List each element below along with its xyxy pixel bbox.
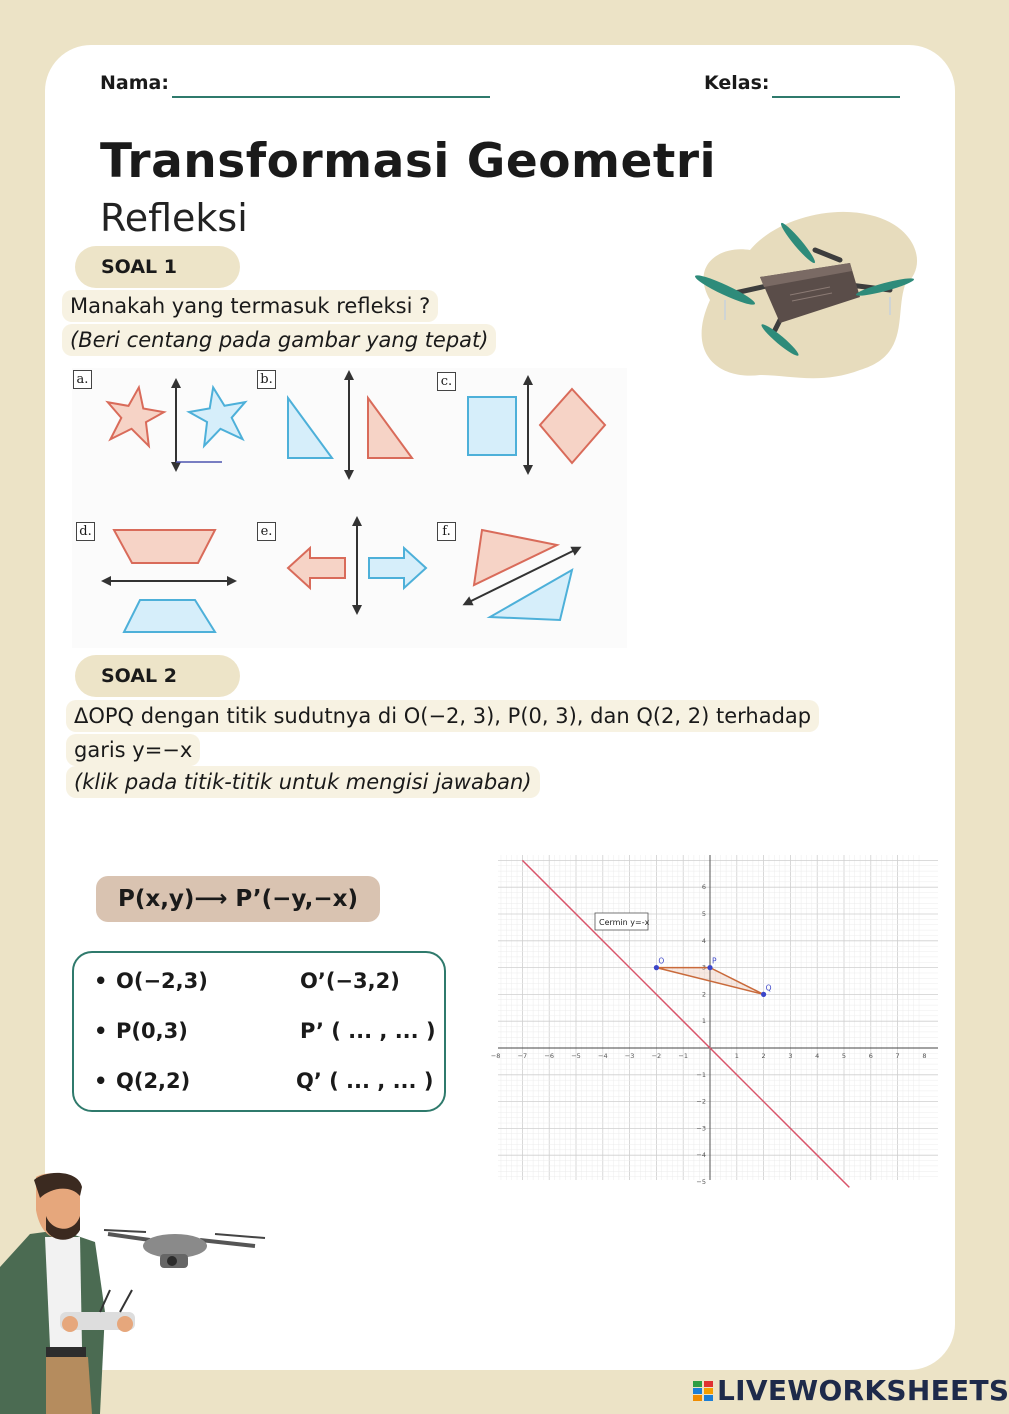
option-a-checkbox[interactable]: a. bbox=[73, 370, 92, 389]
answer-p-input[interactable]: P’ ( ... , ... ) bbox=[300, 1019, 436, 1043]
graph-grid bbox=[498, 855, 938, 1180]
option-b-figure bbox=[280, 370, 420, 480]
y-tick-label: 6 bbox=[701, 883, 706, 892]
x-tick-label: −8 bbox=[490, 1052, 501, 1060]
vertex-point bbox=[707, 965, 712, 970]
x-tick-label: 3 bbox=[788, 1052, 793, 1060]
y-tick-label: −5 bbox=[696, 1178, 706, 1186]
x-tick-label: 5 bbox=[841, 1052, 847, 1060]
vertex-point bbox=[761, 992, 766, 997]
page-title: Transformasi Geometri bbox=[100, 134, 717, 189]
x-tick-label: −3 bbox=[624, 1052, 635, 1060]
row-q: • Q(2,2) bbox=[94, 1069, 191, 1093]
option-c-checkbox[interactable]: c. bbox=[437, 372, 456, 391]
x-tick-label: 4 bbox=[815, 1052, 820, 1060]
y-tick-label: −4 bbox=[696, 1151, 706, 1160]
option-f-checkbox[interactable]: f. bbox=[437, 522, 456, 541]
y-tick-label: −3 bbox=[696, 1124, 706, 1133]
x-tick-label: −1 bbox=[678, 1052, 688, 1060]
soal2-question-line1: ΔOPQ dengan titik sudutnya di O(−2, 3), P(0, 3), dan Q(2, 2) terhadap bbox=[66, 700, 819, 732]
name-field[interactable] bbox=[172, 96, 490, 98]
y-tick-label: −1 bbox=[696, 1070, 706, 1079]
answer-o: O’(−3,2) bbox=[300, 969, 400, 993]
point-p: P(0,3) bbox=[116, 1019, 188, 1043]
option-e-checkbox[interactable]: e. bbox=[257, 522, 276, 541]
vertex-label: P bbox=[712, 956, 717, 966]
y-tick-label: −2 bbox=[696, 1097, 706, 1106]
soal2-question-line2: garis y=−x bbox=[66, 734, 200, 766]
x-tick-label: 6 bbox=[868, 1052, 873, 1060]
brand-name: LIVEWORKSHEETS bbox=[717, 1374, 1009, 1407]
option-d-checkbox[interactable]: d. bbox=[76, 522, 95, 541]
option-d-figure bbox=[100, 525, 240, 640]
x-tick-label: 7 bbox=[895, 1052, 900, 1060]
graph-axes bbox=[498, 855, 938, 1180]
x-tick-label: 1 bbox=[734, 1052, 739, 1060]
vertex-point bbox=[654, 965, 659, 970]
liveworksheets-logo bbox=[693, 1374, 1009, 1407]
x-tick-label: −4 bbox=[598, 1052, 608, 1060]
answer-q-input[interactable]: Q’ ( ... , ... ) bbox=[296, 1069, 434, 1093]
drone-pilot-illustration bbox=[0, 1172, 275, 1414]
row-p: • P(0,3) bbox=[94, 1019, 188, 1043]
option-e-figure bbox=[285, 518, 430, 613]
y-tick-label: 1 bbox=[701, 1017, 706, 1026]
soal2-instruction: (klik pada titik-titik untuk mengisi jawaban) bbox=[66, 766, 540, 798]
row-o: • O(−2,3) bbox=[94, 969, 208, 993]
y-tick-label: 5 bbox=[701, 910, 706, 918]
mirror-line bbox=[522, 860, 849, 1187]
point-q: Q(2,2) bbox=[116, 1069, 191, 1093]
x-tick-label: −7 bbox=[517, 1052, 528, 1060]
y-tick-label: 2 bbox=[701, 990, 706, 999]
soal2-tag: SOAL 2 bbox=[75, 655, 240, 697]
reflection-rule: P(x,y)⟶ P’(−y,−x) bbox=[96, 876, 380, 922]
soal1-question: Manakah yang termasuk refleksi ? bbox=[62, 290, 438, 322]
x-tick-label: 2 bbox=[761, 1052, 766, 1060]
triangle-opq bbox=[654, 957, 772, 997]
class-label: Kelas: bbox=[704, 72, 770, 94]
x-tick-label: 8 bbox=[922, 1052, 927, 1060]
option-c-figure bbox=[462, 375, 612, 475]
point-o: O(−2,3) bbox=[116, 969, 208, 993]
vertex-label: Q bbox=[765, 983, 772, 993]
soal1-instruction: (Beri centang pada gambar yang tepat) bbox=[62, 324, 496, 356]
class-field[interactable] bbox=[772, 96, 900, 98]
y-tick-label: 4 bbox=[701, 936, 706, 945]
page-subtitle: Refleksi bbox=[100, 196, 248, 240]
x-tick-label: −6 bbox=[544, 1052, 554, 1060]
option-a-figure bbox=[100, 375, 255, 475]
mirror-label: Cermin y=-x bbox=[599, 918, 650, 927]
option-b-checkbox[interactable]: b. bbox=[257, 370, 276, 389]
answer-box bbox=[72, 951, 446, 1112]
liveworksheets-icon bbox=[693, 1379, 713, 1403]
x-tick-label: −2 bbox=[651, 1052, 662, 1060]
graph-tick-labels bbox=[491, 883, 927, 1186]
x-tick-label: −5 bbox=[571, 1052, 581, 1060]
vertex-label: O bbox=[658, 956, 665, 966]
drone-illustration bbox=[680, 205, 925, 385]
option-f-figure bbox=[462, 525, 582, 630]
soal1-tag: SOAL 1 bbox=[75, 246, 240, 288]
coordinate-graph bbox=[490, 855, 938, 1186]
name-label: Nama: bbox=[100, 72, 169, 94]
